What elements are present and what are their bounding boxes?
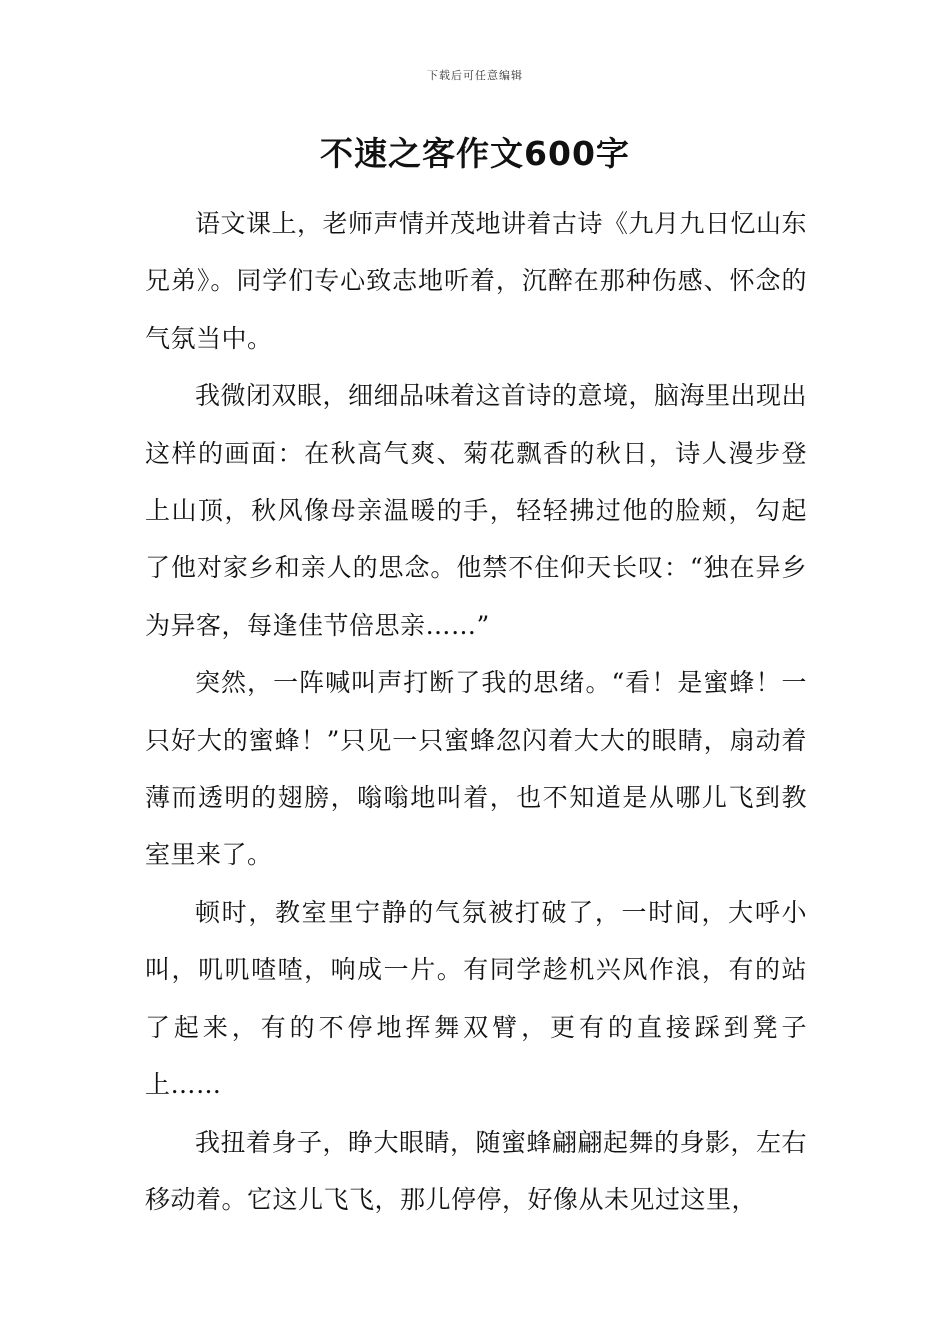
paragraph-1: 语文课上，老师声情并茂地讲着古诗《九月九日忆山东兄弟》。同学们专心致志地听着，沉醉在那种伤感、怀念的气氛当中。 bbox=[145, 209, 808, 353]
paragraph-3: 突然，一阵喊叫声打断了我的思绪。“看！是蜜蜂！一只好大的蜜蜂！”只见一只蜜蜂忽闪着大大的眼睛，扇动着薄而透明的翅膀，嗡嗡地叫着，也不知道是从哪儿飞到教室里来了。 bbox=[145, 668, 807, 870]
paragraph-4: 顿时，教室里宁静的气氛被打破了，一时间，大呼小叫，叽叽喳喳，响成一片。有同学趁机兴风作浪，有的站了起来，有的不停地挥舞双臂，更有的直接踩到凳子上…… bbox=[145, 897, 807, 1100]
header-note: 下载后可任意编辑 bbox=[427, 69, 523, 82]
paragraph-2: 我微闭双眼，细细品味着这首诗的意境，脑海里出现出这样的画面：在秋高气爽、菊花飘香的秋日，诗人漫步登上山顶，秋风像母亲温暖的手，轻轻拂过他的脸颊，勾起了他对家乡和亲人的思念。他禁不住仰天长叹：“独在异乡为异客，每逢佳节倍思亲……” bbox=[145, 381, 808, 640]
document-title: 不速之客作文600字 bbox=[320, 134, 630, 173]
document-body bbox=[145, 195, 807, 1228]
paragraph-5: 我扭着身子，睁大眼睛，随蜜蜂翩翩起舞的身影，左右移动着。它这儿飞飞，那儿停停，好像从未见过这里， bbox=[145, 1127, 808, 1214]
